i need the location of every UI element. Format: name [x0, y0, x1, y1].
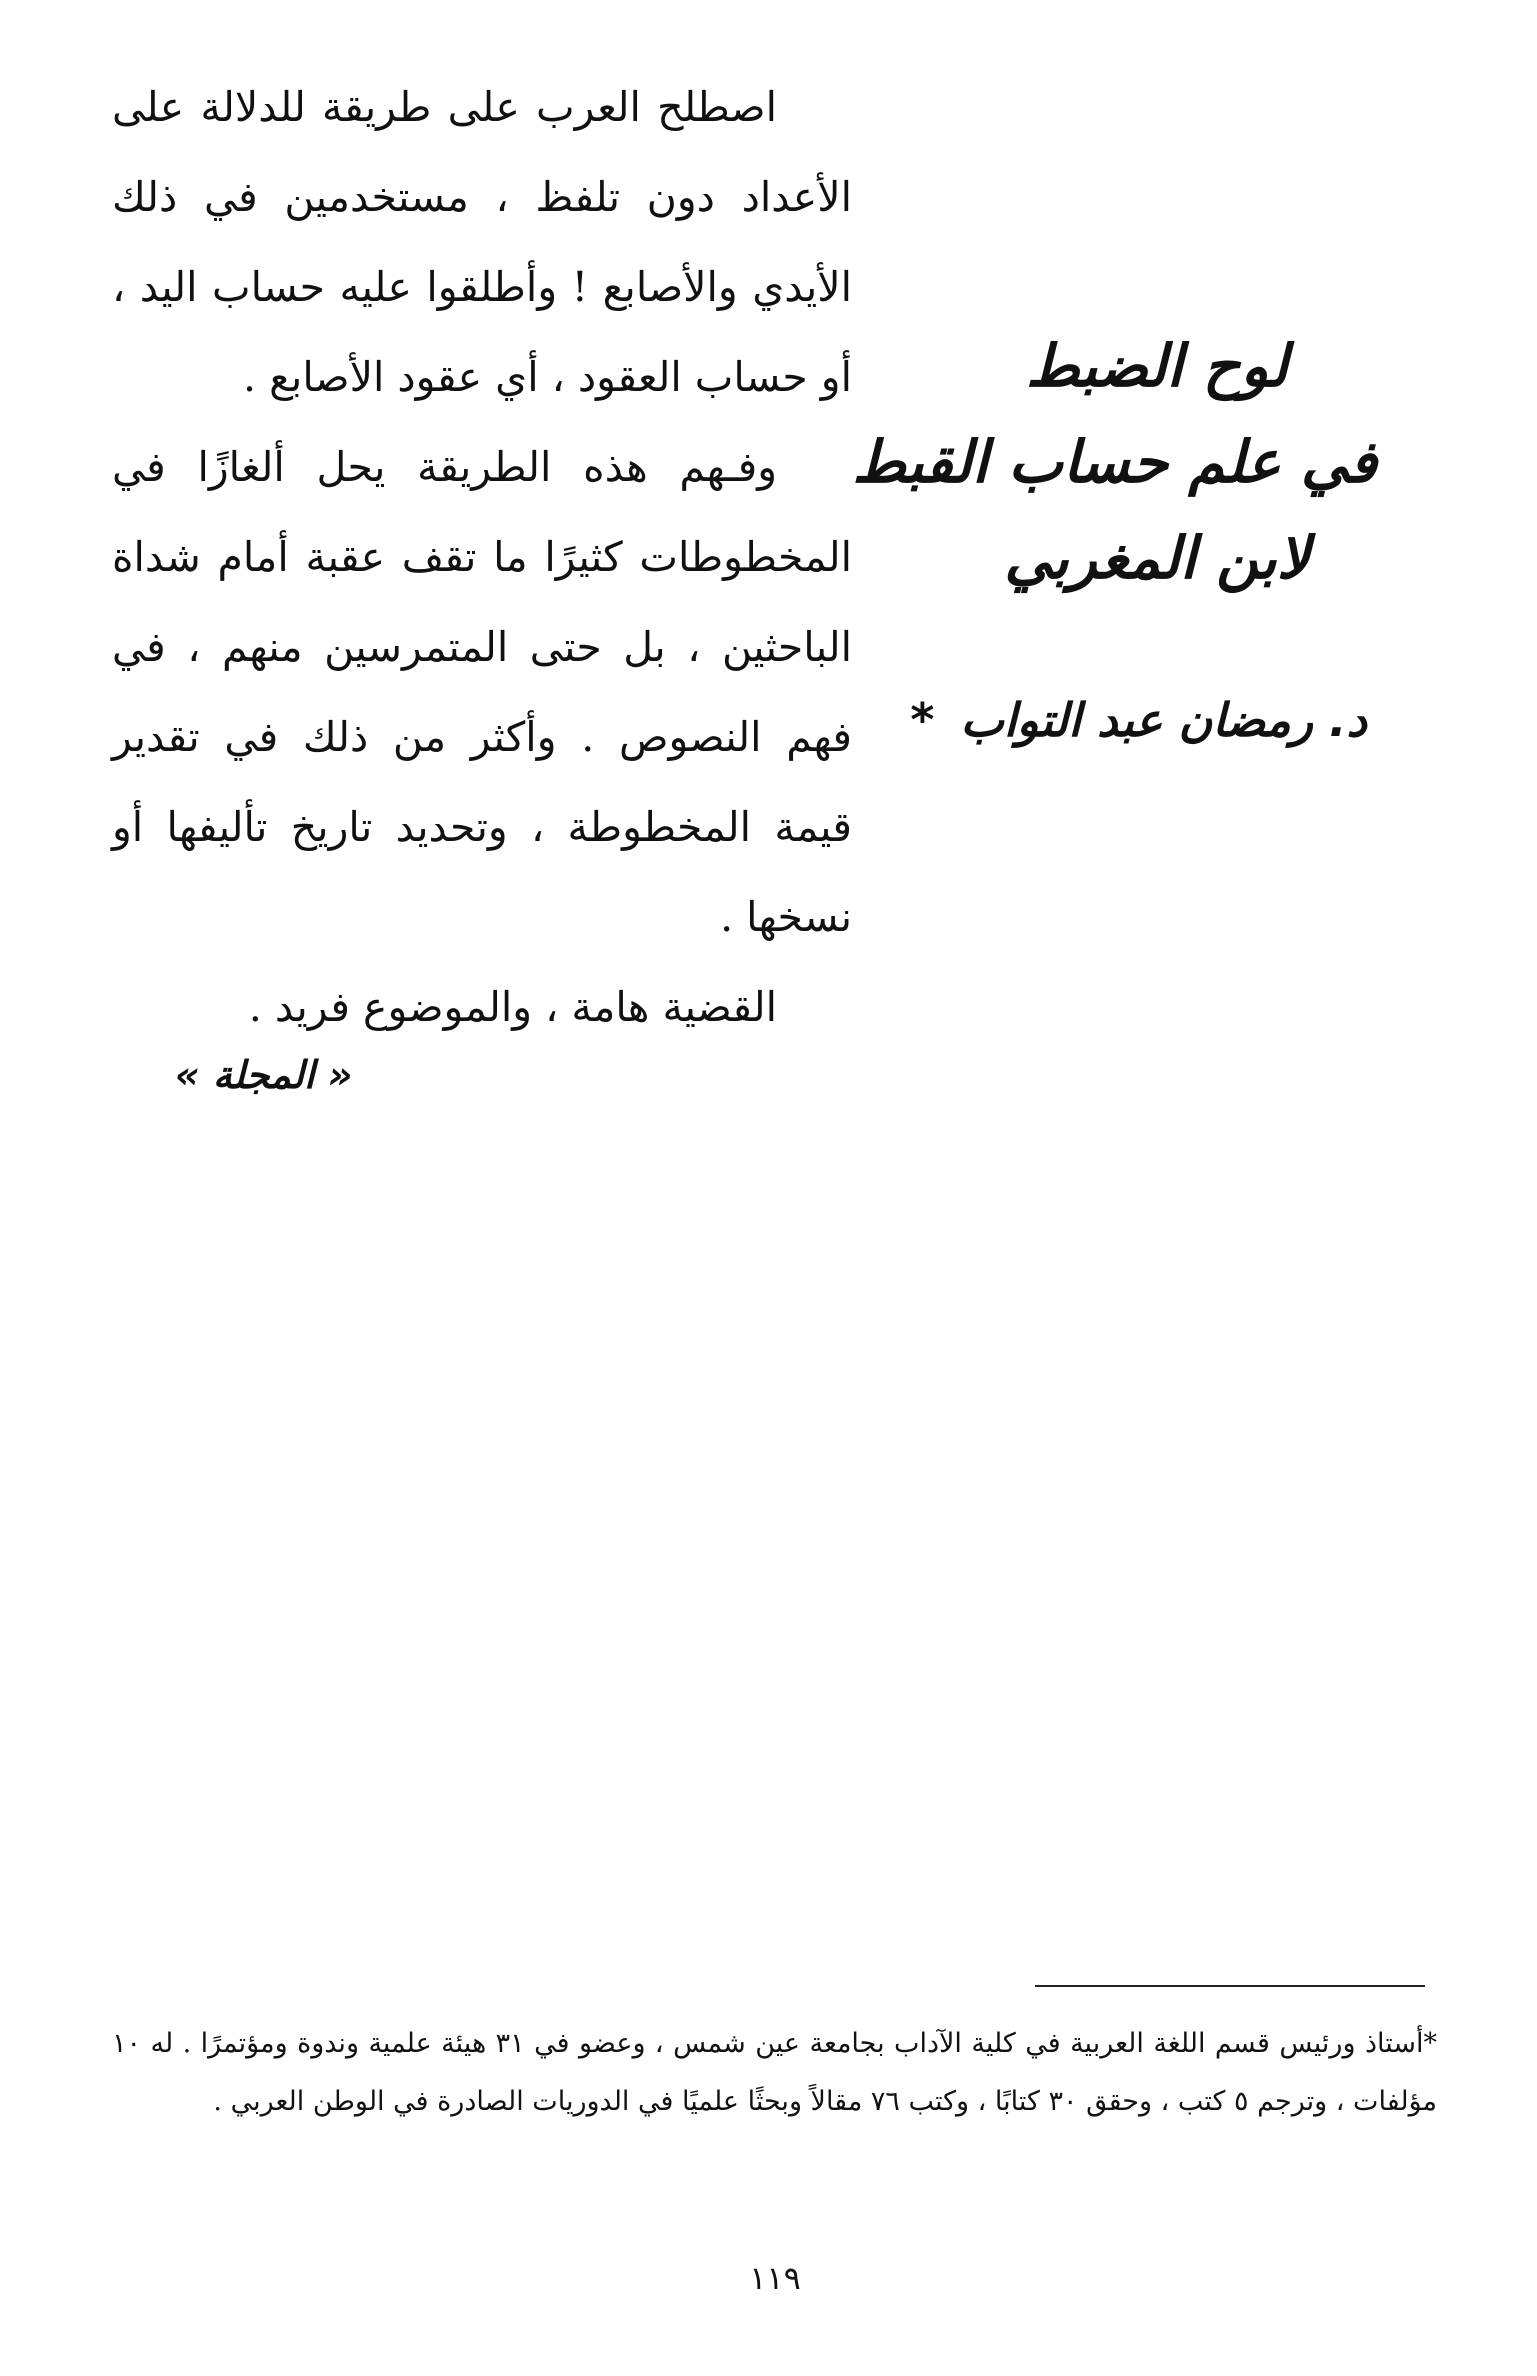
author-footnote [112, 2015, 1437, 2131]
article-title [852, 318, 1377, 606]
title-line-2: في علم حساب القبط [852, 428, 1377, 496]
editorial-intro [112, 62, 852, 1052]
title-line-1: لوح الضبط [1026, 332, 1288, 400]
intro-paragraph-1: اصطلح العرب على طريقة للدلالة على الأعداد دون تلفظ ، مستخدمين في ذلك الأيدي والأصابع ! وأطلقوا عليه حساب اليد ، أو حساب العقود ، أي عقود الأصابع . [112, 83, 852, 401]
footnote-marker: * [910, 693, 935, 747]
author-name: د. رمضان عبد التواب [960, 693, 1367, 747]
intro-paragraph-2: وفـهم هذه الطريقة يحل ألغازًا في المخطوطات كثيرًا ما تقف عقبة أمام شداة الباحثين ، بل حتى المتمرسين منهم ، في فهم النصوص . وأكثر من ذلك في تقدير قيمة المخطوطة ، وتحديد تاريخ تأليفها أو نسخها . [112, 443, 852, 941]
footnote-divider [1035, 1985, 1425, 1987]
magazine-signature: « المجلة » [175, 1053, 353, 1097]
author-byline [910, 690, 1367, 750]
footnote-text: *أستاذ ورئيس قسم اللغة العربية في كلية الآداب بجامعة عين شمس ، وعضو في ٣١ هيئة علمية وندوة ومؤتمرًا . له ١٠ مؤلفات ، وترجم ٥ كتب ، وحقق ٣٠ كتابًا ، وكتب ٧٦ مقالاً وبحثًا علميًا في الدوريات الصادرة في الوطن العربي . [112, 2028, 1437, 2117]
intro-paragraph-3: القضية هامة ، والموضوع فريد . [248, 983, 777, 1031]
title-line-3: لابن المغربي [1004, 524, 1310, 592]
page-number: ١١٩ [749, 2259, 801, 2297]
